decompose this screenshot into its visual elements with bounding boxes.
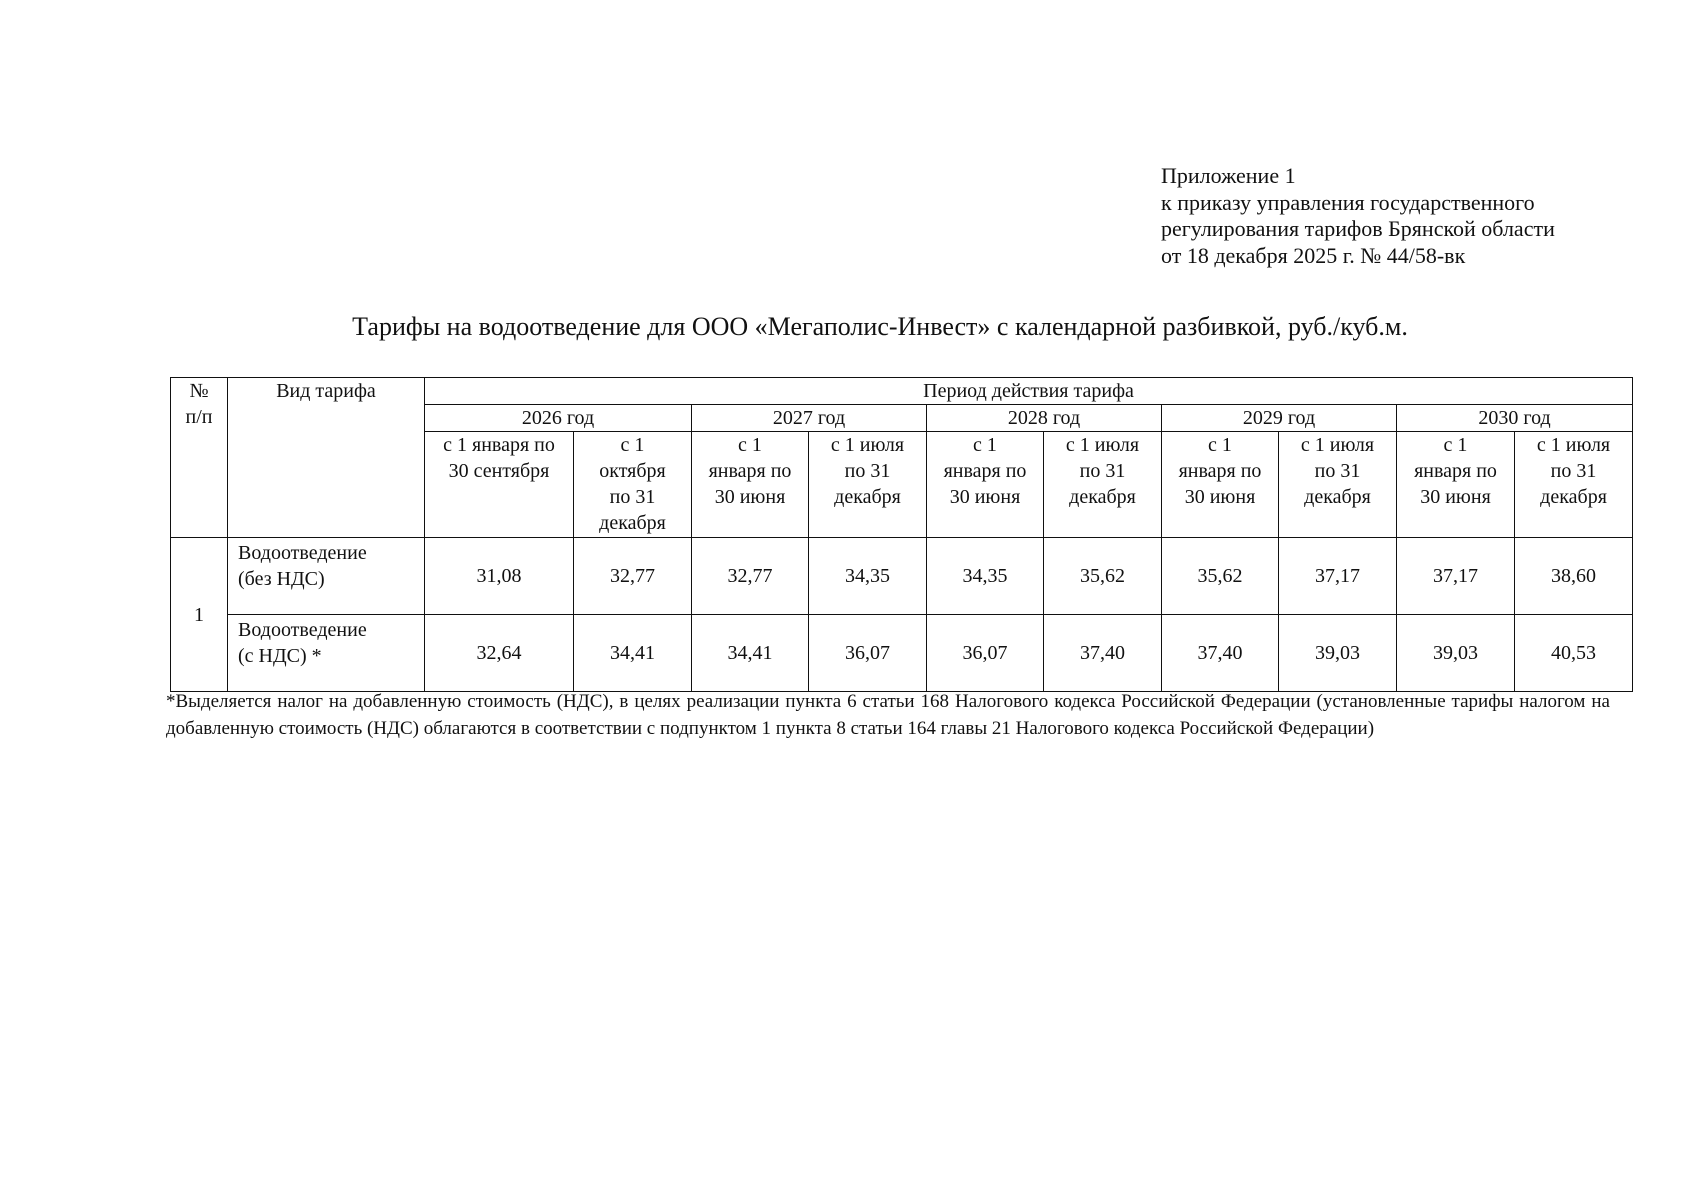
header-subperiod: [809, 432, 927, 538]
row-number: 1: [171, 538, 228, 692]
row-label-line: (без НДС): [238, 568, 325, 590]
document-title: Тарифы на водоотведение для ООО «Мегаполис-Инвест» с календарной разбивкой, руб./куб.м.: [352, 312, 1408, 341]
subperiod-line: декабря: [599, 512, 666, 534]
subperiod-line: декабря: [1540, 486, 1607, 508]
header-subperiod: [1044, 432, 1162, 538]
header-subperiod: [1515, 432, 1633, 538]
header-number-symbol: №: [189, 380, 209, 402]
subperiod-line: по 31: [1550, 460, 1597, 482]
header-year: 2029 год: [1162, 405, 1397, 432]
tariff-value: 39,03: [1279, 615, 1397, 692]
tariff-value: 34,35: [809, 538, 927, 615]
header-subperiod: [927, 432, 1044, 538]
subperiod-line: декабря: [1069, 486, 1136, 508]
subperiod-line: января по: [708, 460, 792, 482]
subperiod-line: по 31: [1314, 460, 1361, 482]
subperiod-line: 30 сентября: [448, 460, 550, 482]
tariff-value: 35,62: [1044, 538, 1162, 615]
subperiod-line: с 1 июля: [1065, 434, 1140, 456]
tariff-value: 36,07: [927, 615, 1044, 692]
subperiod-line: с 1 июля: [830, 434, 905, 456]
vat-footnote: *Выделяется налог на добавленную стоимость (НДС), в целях реализации пункта 6 статьи 168 Налогового кодекса Российской Федерации (установленные тарифы налогом на добавленную стоимость (НДС) облагаются в соответствии с подпунктом 1 пункта 8 статьи 164 главы 21 Налогового кодекса Российской Федерации): [166, 691, 1610, 739]
header-subperiod: [692, 432, 809, 538]
subperiod-line: декабря: [834, 486, 901, 508]
subperiod-line: января по: [1414, 460, 1497, 482]
subperiod-line: с 1 июля: [1300, 434, 1375, 456]
appendix-line-1: Приложение 1: [1161, 163, 1296, 188]
tariff-value: 36,07: [809, 615, 927, 692]
header-number: [171, 378, 228, 538]
subperiod-line: с 1: [738, 434, 762, 456]
header-year: 2026 год: [425, 405, 692, 432]
header-year: 2027 год: [692, 405, 927, 432]
header-subperiod: [1279, 432, 1397, 538]
tariff-value: 34,35: [927, 538, 1044, 615]
tariff-value: 37,40: [1044, 615, 1162, 692]
tariff-value: 32,77: [574, 538, 692, 615]
tariff-value: 37,17: [1279, 538, 1397, 615]
tariff-value: 32,64: [425, 615, 574, 692]
subperiod-line: декабря: [1304, 486, 1371, 508]
subperiod-line: с 1 января по: [443, 434, 555, 456]
subperiod-line: января по: [1178, 460, 1262, 482]
appendix-line-4: от 18 декабря 2025 г. № 44/58-вк: [1161, 242, 1466, 268]
tariff-value: 31,08: [425, 538, 574, 615]
tariff-value: 40,53: [1515, 615, 1633, 692]
row-label: [228, 538, 425, 615]
subperiod-line: октября: [599, 460, 666, 482]
table-row: [171, 538, 1633, 615]
row-label-line: (с НДС) *: [238, 645, 322, 667]
subperiod-line: по 31: [609, 486, 656, 508]
tariff-value: 35,62: [1162, 538, 1279, 615]
row-label-line: Водоотведение: [238, 619, 367, 641]
header-subperiod: [425, 432, 574, 538]
subperiod-line: 30 июня: [1184, 486, 1256, 508]
header-year: 2030 год: [1397, 405, 1633, 432]
tariff-value: 39,03: [1397, 615, 1515, 692]
header-subperiod: [1397, 432, 1515, 538]
subperiod-line: с 1: [620, 434, 645, 456]
subperiod-line: по 31: [844, 460, 891, 482]
subperiod-line: с 1: [1443, 434, 1468, 456]
appendix-line-2: к приказу управления государственного: [1161, 189, 1535, 215]
subperiod-line: с 1 июля: [1536, 434, 1611, 456]
subperiod-line: 30 июня: [1420, 486, 1491, 508]
subperiod-line: с 1: [973, 434, 997, 456]
header-subperiod: [1162, 432, 1279, 538]
subperiod-line: января по: [943, 460, 1027, 482]
tariff-value: 34,41: [692, 615, 809, 692]
subperiod-line: по 31: [1079, 460, 1126, 482]
header-number-abbr: п/п: [185, 406, 213, 428]
tariff-table: [170, 377, 1633, 692]
table-row: [171, 615, 1633, 692]
header-subperiod: [574, 432, 692, 538]
header-year: 2028 год: [927, 405, 1162, 432]
row-label: [228, 615, 425, 692]
subperiod-line: 30 июня: [949, 486, 1021, 508]
header-row-period: [171, 378, 1633, 405]
tariff-value: 37,40: [1162, 615, 1279, 692]
tariff-value: 37,17: [1397, 538, 1515, 615]
row-label-line: Водоотведение: [238, 542, 367, 564]
appendix-line-3: регулирования тарифов Брянской области: [1161, 216, 1555, 241]
subperiod-line: с 1: [1208, 434, 1232, 456]
tariff-value: 34,41: [574, 615, 692, 692]
header-period: Период действия тарифа: [425, 378, 1633, 405]
header-tariff-type: Вид тарифа: [228, 378, 425, 538]
tariff-value: 32,77: [692, 538, 809, 615]
appendix-header: [1161, 163, 1555, 269]
tariff-value: 38,60: [1515, 538, 1633, 615]
subperiod-line: 30 июня: [714, 486, 786, 508]
